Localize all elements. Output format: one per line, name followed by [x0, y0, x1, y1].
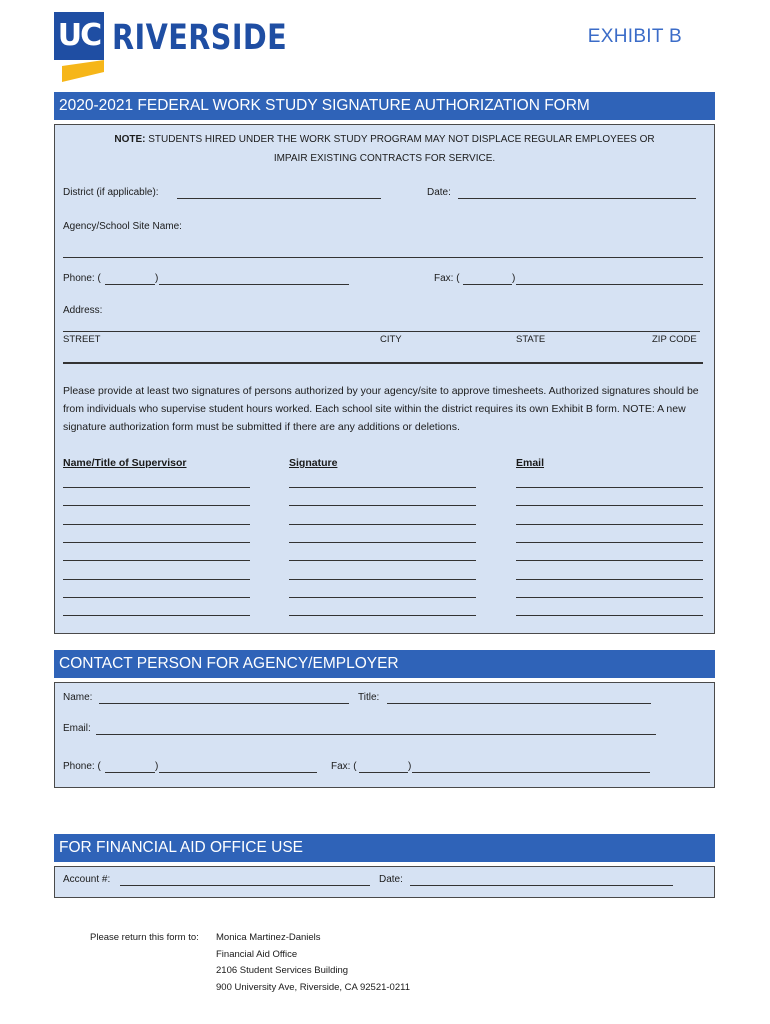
account-label: Account #: — [63, 874, 111, 885]
email-field[interactable] — [516, 505, 703, 506]
street-label: STREET — [63, 334, 101, 345]
signature-field[interactable] — [289, 597, 476, 598]
contact-fax-field[interactable] — [412, 772, 650, 773]
contact-phone-label: Phone: ( — [63, 761, 101, 772]
fax-area-field[interactable] — [463, 284, 512, 285]
phone-area-field[interactable] — [105, 284, 155, 285]
signature-field[interactable] — [289, 579, 476, 580]
fax-field[interactable] — [516, 284, 703, 285]
contact-phone-paren-close: ) — [155, 761, 159, 772]
contact-name-field[interactable] — [99, 703, 349, 704]
name-title-field[interactable] — [63, 615, 250, 616]
contact-fax-label: Fax: ( — [331, 761, 357, 772]
return-office: Financial Aid Office — [216, 948, 298, 960]
contact-title-bar: CONTACT PERSON FOR AGENCY/EMPLOYER — [54, 650, 715, 678]
column-header-signature: Signature — [289, 457, 338, 469]
contact-phone-field[interactable] — [159, 772, 317, 773]
return-label: Please return this form to: — [90, 932, 199, 943]
contact-fax-area-field[interactable] — [359, 772, 408, 773]
note-text-1: STUDENTS HIRED UNDER THE WORK STUDY PROGRAM MAY NOT DISPLACE REGULAR EMPLOYEES OR — [148, 134, 655, 145]
signature-field[interactable] — [289, 524, 476, 525]
logo-riverside-text: RIVERSIDE — [112, 18, 288, 58]
contact-email-label: Email: — [63, 723, 91, 734]
district-label: District (if applicable): — [63, 187, 159, 198]
date-field[interactable] — [458, 198, 696, 199]
name-title-field[interactable] — [63, 542, 250, 543]
office-date-label: Date: — [379, 874, 403, 885]
note-line-1 — [54, 134, 715, 145]
account-field[interactable] — [120, 885, 370, 886]
phone-paren-close: ) — [155, 273, 159, 284]
form-panel — [54, 124, 715, 634]
fax-paren-close: ) — [512, 273, 516, 284]
contact-email-field[interactable] — [96, 734, 656, 735]
name-title-field[interactable] — [63, 579, 250, 580]
logo-gold-ribbon-icon — [62, 60, 104, 82]
phone-field[interactable] — [159, 284, 349, 285]
column-header-email: Email — [516, 457, 545, 469]
name-title-field[interactable] — [63, 524, 250, 525]
fax-label: Fax: ( — [434, 273, 460, 284]
email-field[interactable] — [516, 524, 703, 525]
note-line-2: IMPAIR EXISTING CONTRACTS FOR SERVICE. — [273, 153, 496, 164]
contact-title-label: Title: — [358, 692, 380, 703]
address-label: Address: — [63, 305, 103, 316]
return-name: Monica Martinez-Daniels — [216, 932, 321, 943]
agency-label: Agency/School Site Name: — [63, 221, 182, 232]
logo-uc-text: UC — [57, 18, 101, 53]
contact-phone-area-field[interactable] — [105, 772, 155, 773]
office-title-bar: FOR FINANCIAL AID OFFICE USE — [54, 834, 715, 862]
phone-label: Phone: ( — [63, 273, 101, 284]
form-title-bar: 2020-2021 FEDERAL WORK STUDY SIGNATURE AUTHORIZATION FORM — [54, 92, 715, 120]
address-divider — [63, 362, 703, 364]
signature-field[interactable] — [289, 560, 476, 561]
return-address-block — [216, 930, 410, 996]
exhibit-label: EXHIBIT B — [587, 26, 682, 47]
signature-field[interactable] — [289, 505, 476, 506]
uc-riverside-logo — [54, 12, 288, 82]
signature-field[interactable] — [289, 615, 476, 616]
contact-name-label: Name: — [63, 692, 93, 703]
contact-fax-paren-close: ) — [408, 761, 412, 772]
email-field[interactable] — [516, 597, 703, 598]
email-field[interactable] — [516, 560, 703, 561]
signature-field[interactable] — [289, 487, 476, 488]
district-field[interactable] — [177, 198, 381, 199]
date-label: Date: — [427, 187, 451, 198]
address-field[interactable] — [63, 331, 700, 332]
return-building: 2106 Student Services Building — [216, 965, 349, 976]
name-title-field[interactable] — [63, 505, 250, 506]
return-street-address: 900 University Ave, Riverside, CA 92521-0211 — [216, 981, 410, 993]
agency-field[interactable] — [63, 257, 703, 258]
zip-label: ZIP CODE — [652, 334, 697, 345]
name-title-field[interactable] — [63, 597, 250, 598]
state-label: STATE — [516, 334, 546, 345]
email-field[interactable] — [516, 542, 703, 543]
column-header-name: Name/Title of Supervisor — [63, 457, 187, 469]
office-date-field[interactable] — [410, 885, 673, 886]
email-field[interactable] — [516, 579, 703, 580]
instructions-text: Please provide at least two signatures of persons authorized by your agency/site to approve timesheets. Authorized signatures should be from individuals who supervise student hours worked. Each school site within the district requires its own Exhibit B form. NOTE: A new signature authorization form must be submitted if there are any additions or deletions. — [63, 385, 699, 433]
name-title-field[interactable] — [63, 487, 250, 488]
city-label: CITY — [380, 334, 402, 345]
name-title-field[interactable] — [63, 560, 250, 561]
email-field[interactable] — [516, 615, 703, 616]
email-field[interactable] — [516, 487, 703, 488]
signature-field[interactable] — [289, 542, 476, 543]
contact-title-field[interactable] — [387, 703, 651, 704]
note-label: NOTE: — [114, 134, 146, 145]
